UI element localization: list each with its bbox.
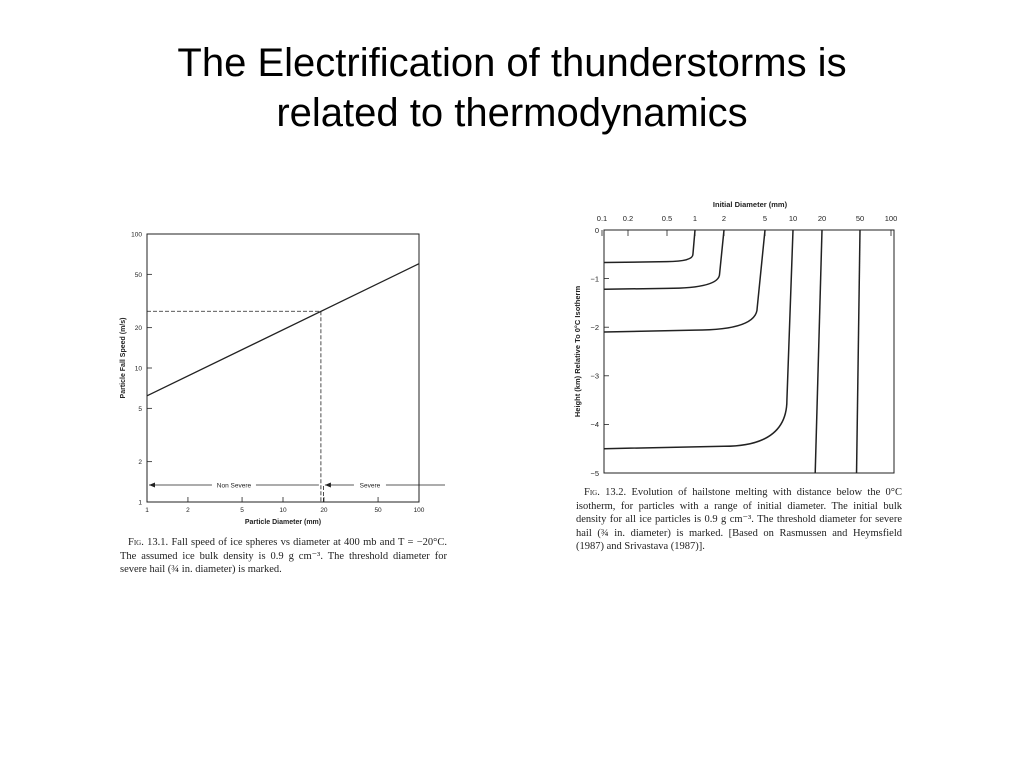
x-tick-label: 0.1 bbox=[596, 214, 608, 223]
x-tick-label: 20 bbox=[320, 507, 328, 514]
x-tick-label: 1 bbox=[692, 214, 698, 223]
fig-13-1-text: Fall speed of ice spheres vs diameter at 400 mb and T = −20°C. The assumed ice bulk density is 0.9 g cm⁻³. The threshold diameter for severe hail (¾ in. diameter) is marked. bbox=[120, 537, 447, 575]
y-tick-label: 1 bbox=[138, 499, 142, 507]
melting-curve bbox=[604, 230, 695, 263]
y-tick-label: 50 bbox=[134, 271, 142, 279]
top-axis-label: Initial Diameter (mm) bbox=[712, 200, 788, 209]
y-tick-label: −3 bbox=[590, 371, 599, 381]
x-tick-label: 5 bbox=[762, 214, 768, 223]
melting-curve bbox=[815, 230, 822, 473]
y-tick-label: −4 bbox=[590, 420, 599, 430]
severe-arrow-head bbox=[325, 483, 331, 488]
y-tick-label: 2 bbox=[138, 459, 142, 467]
melting-curve bbox=[857, 230, 860, 473]
non-severe-arrow-head bbox=[149, 483, 155, 488]
slide-title bbox=[0, 38, 1024, 138]
x-tick-label: 100 bbox=[413, 507, 425, 514]
melting-curve bbox=[604, 230, 765, 332]
y-axis-label: Height (km) Relative To 0°C Isotherm bbox=[573, 285, 582, 418]
y-tick-label: 5 bbox=[138, 405, 142, 413]
x-tick-label: 0.5 bbox=[661, 214, 673, 223]
fig-13-1-label: Fig. 13.1. bbox=[128, 537, 169, 548]
x-tick-label: 100 bbox=[884, 214, 898, 223]
y-axis-label: Particle Fall Speed (m/s) bbox=[120, 317, 127, 399]
x-tick-label: 50 bbox=[855, 214, 865, 223]
x-tick-label: 50 bbox=[374, 507, 382, 514]
fig-13-2-text: Evolution of hailstone melting with distance below the 0°C isotherm, for particles with a range of initial diameter. The initial bulk density for all ice particles is 0.9 g cm⁻³. The threshold diameter for severe hail (¾ in. diameter) is marked. [Based on Rasmussen and Heymsfield (1987) and Srivastava (1987)]. bbox=[576, 487, 902, 552]
x-tick-label: 10 bbox=[279, 507, 287, 514]
x-tick-label: 2 bbox=[721, 214, 727, 223]
slide-title-line-2: related to thermodynamics bbox=[276, 91, 748, 135]
x-tick-label: 5 bbox=[240, 507, 244, 514]
x-tick-label: 1 bbox=[145, 507, 149, 514]
y-tick-label: −1 bbox=[590, 274, 599, 284]
y-tick-label: 20 bbox=[134, 325, 142, 333]
melting-curve bbox=[604, 230, 724, 289]
plot-frame bbox=[604, 230, 894, 473]
x-tick-label: 10 bbox=[788, 214, 798, 223]
x-tick-label: 2 bbox=[186, 507, 190, 514]
fall-speed-chart bbox=[110, 220, 460, 530]
x-tick-label: 0.2 bbox=[622, 214, 634, 223]
fig-13-1-caption bbox=[120, 536, 447, 577]
severe-label: Severe bbox=[359, 482, 381, 490]
slide-title-line-1: The Electrification of thunderstorms is bbox=[177, 41, 847, 85]
plot-frame bbox=[147, 234, 419, 502]
y-tick-label: −5 bbox=[590, 468, 599, 478]
non-severe-label: Non Severe bbox=[216, 482, 252, 490]
fig-13-2-label: Fig. 13.2. bbox=[584, 487, 627, 498]
x-tick-label: 20 bbox=[817, 214, 827, 223]
y-tick-label: 100 bbox=[131, 231, 142, 239]
x-axis-label: Particle Diameter (mm) bbox=[244, 519, 322, 526]
fall-speed-line bbox=[147, 264, 419, 396]
y-tick-label: −2 bbox=[590, 323, 599, 332]
y-tick-label: 0 bbox=[594, 225, 599, 235]
y-tick-label: 10 bbox=[134, 365, 142, 373]
hail-melting-chart bbox=[560, 195, 905, 485]
fig-13-2-caption bbox=[576, 486, 902, 554]
